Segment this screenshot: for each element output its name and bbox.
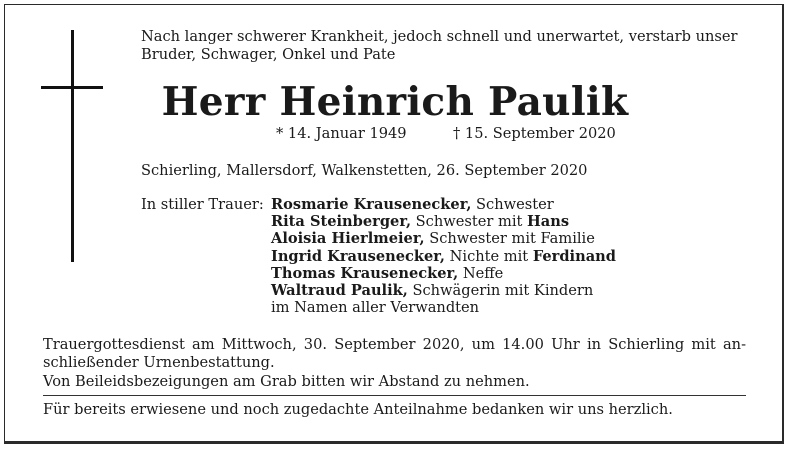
mourner-row: Thomas Krausenecker, Neffe bbox=[271, 264, 504, 282]
intro-line-1: Nach langer schwerer Krankheit, jedoch schnell und unerwartet, verstarb unser bbox=[141, 28, 738, 45]
intro-line-2: Bruder, Schwager, Onkel und Pate bbox=[141, 46, 396, 63]
condolence-request: Von Beileidsbezeigungen am Grab bitten wir Abstand zu nehmen. bbox=[43, 373, 530, 390]
mourners-list bbox=[271, 196, 616, 316]
funeral-line-2: schließender Urnenbestattung. bbox=[43, 354, 275, 371]
mourning-label: In stiller Trauer: bbox=[141, 196, 264, 213]
mourner-row: Rita Steinberger, Schwester mit Hans bbox=[271, 213, 570, 231]
deceased-name: Herr Heinrich Paulik bbox=[161, 79, 629, 125]
thanks-text: Für bereits erwiesene und noch zugedachte Anteilnahme bedanken wir uns herzlich. bbox=[43, 401, 673, 418]
mourner-row: Ingrid Krausenecker, Nichte mit Ferdinand bbox=[271, 247, 616, 265]
funeral-line-1: Trauergottesdienst am Mittwoch, 30. September 2020, um 14.00 Uhr in Schierling mit an- bbox=[43, 336, 746, 353]
mourner-row: Rosmarie Krausenecker, Schwester bbox=[271, 196, 554, 213]
divider bbox=[43, 395, 746, 396]
death-date: † 15. September 2020 bbox=[453, 125, 616, 142]
mourner-row: Waltraud Paulik, Schwägerin mit Kindern bbox=[271, 282, 594, 300]
funeral-notice bbox=[43, 336, 746, 372]
mourner-row: Aloisia Hierlmeier, Schwester mit Familie bbox=[271, 230, 595, 248]
birth-date: * 14. Januar 1949 bbox=[276, 125, 407, 142]
cross-icon bbox=[71, 30, 74, 262]
intro-text bbox=[141, 28, 737, 64]
place-and-date: Schierling, Mallersdorf, Walkenstetten, 26. September 2020 bbox=[141, 162, 588, 179]
mourner-row: im Namen aller Verwandten bbox=[271, 299, 480, 317]
